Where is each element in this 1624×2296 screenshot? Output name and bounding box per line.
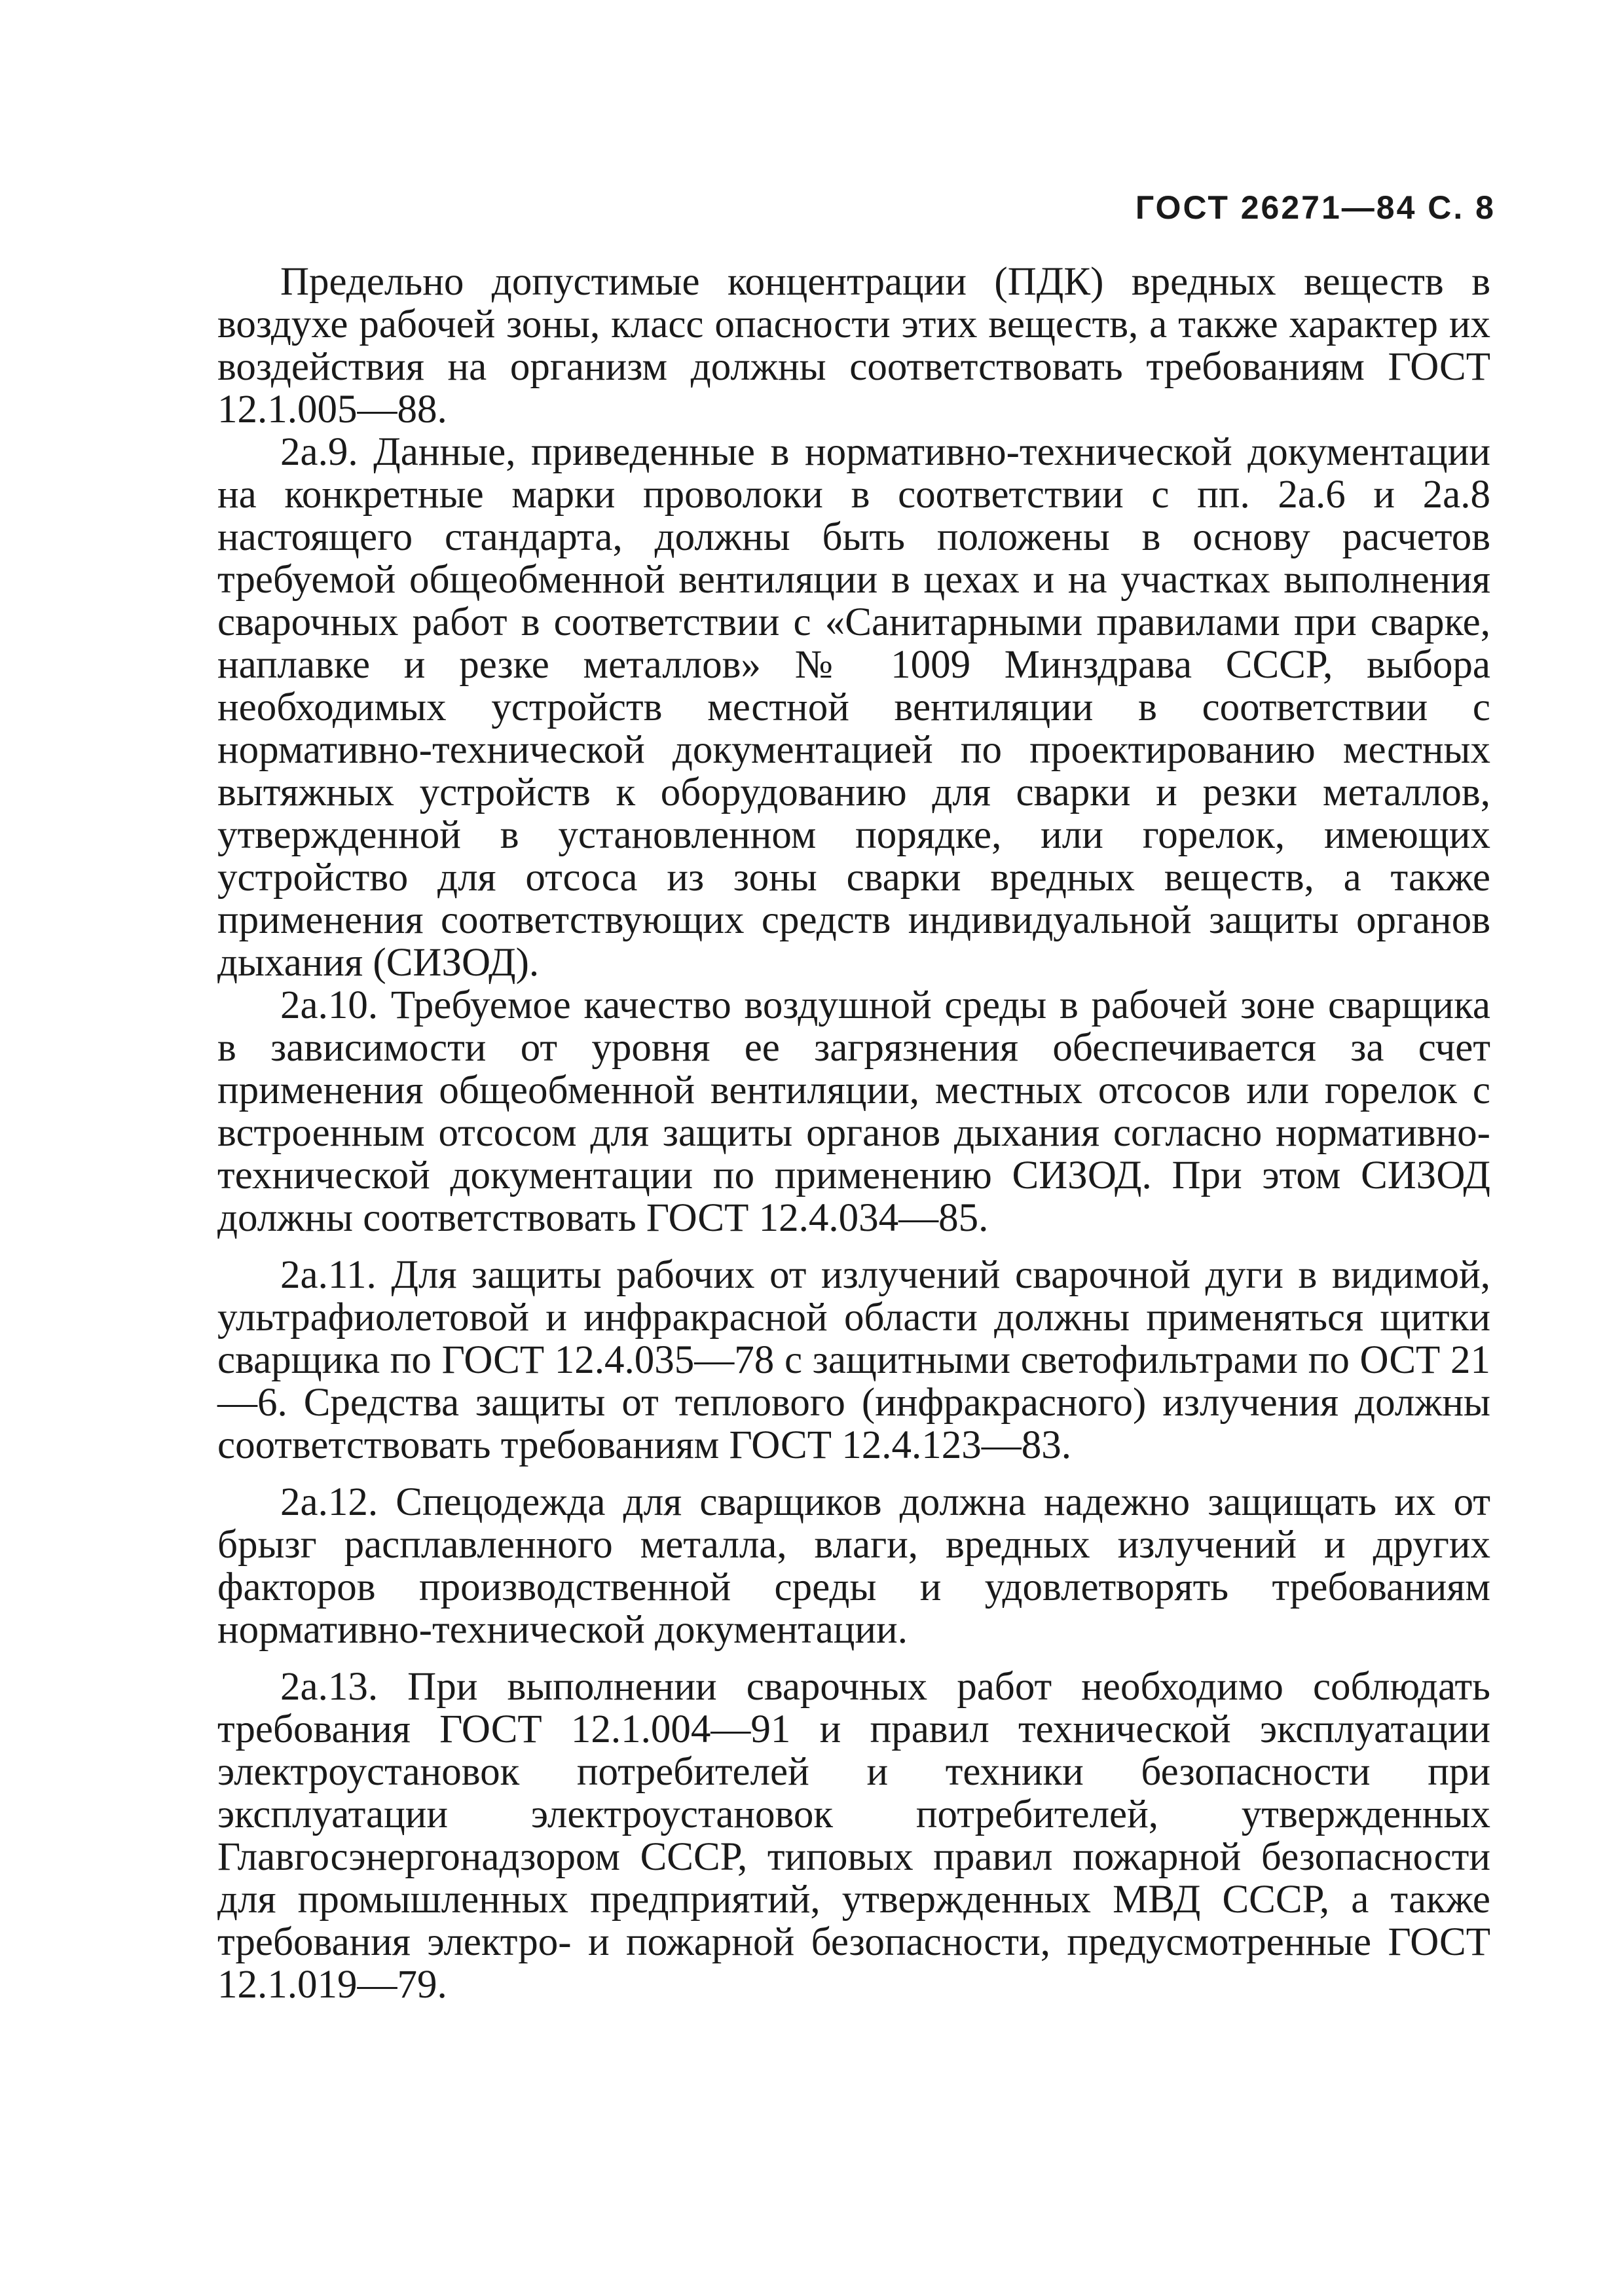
- running-header: ГОСТ 26271—84 С. 8: [1135, 189, 1496, 226]
- paragraph-pdk: Предельно допустимые концентрации (ПДК) вредных веществ в воздухе рабочей зоны, класс опасности этих веществ, а также характер их воздействия на организм должны соответствовать требованиям ГОСТ 12.1.005—88.: [217, 260, 1490, 431]
- paragraph-2a12: 2а.12. Спецодежда для сварщиков должна надежно защищать их от брызг расплавленного металла, влаги, вредных излучений и других факторов производственной среды и удовлетворять требованиям нормативно-технической документации.: [217, 1480, 1490, 1652]
- body-text: [217, 261, 1490, 2006]
- paragraph-2a10: 2а.10. Требуемое качество воздушной среды в рабочей зоне сварщика в зависимости от уровня ее загрязнения обеспечивается за счет применения общеобменной вентиляции, местных отсосов или горелок с встроенным отсосом для защиты органов дыхания согласно нормативно-технической документации по применению СИЗОД. При этом СИЗОД должны соответствовать ГОСТ 12.4.034—85.: [217, 983, 1490, 1240]
- paragraph-2a9: 2а.9. Данные, приведенные в нормативно-технической документации на конкретные марки проволоки в соответствии с пп. 2а.6 и 2а.8 настоящего стандарта, должны быть положены в основу расчетов требуемой общеобменной вентиляции в цехах и на участках выполнения сварочных работ в соответствии с «Санитарными правилами при сварке, наплавке и резке металлов» № 1009 Минздрава СССР, выбора необходимых устройств местной вентиляции в соответствии с нормативно-технической документацией по проектированию местных вытяжных устройств к оборудованию для сварки и резки металлов, утвержденной в установленном порядке, или горелок, имеющих устройство для отсоса из зоны сварки вредных веществ, а также применения соответствующих средств индивидуальной защиты органов дыхания (СИЗОД).: [217, 430, 1490, 985]
- paragraph-2a11: 2а.11. Для защиты рабочих от излучений сварочной дуги в видимой, ультрафиолетовой и инфракрасной области должны применяться щитки сварщика по ГОСТ 12.4.035—78 с защитными светофильтрами по ОСТ 21—6. Средства защиты от теплового (инфракрасного) излучения должны соответствовать требованиям ГОСТ 12.4.123—83.: [217, 1253, 1490, 1467]
- paragraph-2a13: 2а.13. При выполнении сварочных работ необходимо соблюдать требования ГОСТ 12.1.004—91 и правил технической эксплуатации электроустановок потребителей и техники безопасности при эксплуатации электроустановок потребителей, утвержденных Главгосэнергонадзором СССР, типовых правил пожарной безопасности для промышленных предприятий, утвержденных МВД СССР, а также требования электро- и пожарной безопасности, предусмотренные ГОСТ 12.1.019—79.: [217, 1665, 1490, 2007]
